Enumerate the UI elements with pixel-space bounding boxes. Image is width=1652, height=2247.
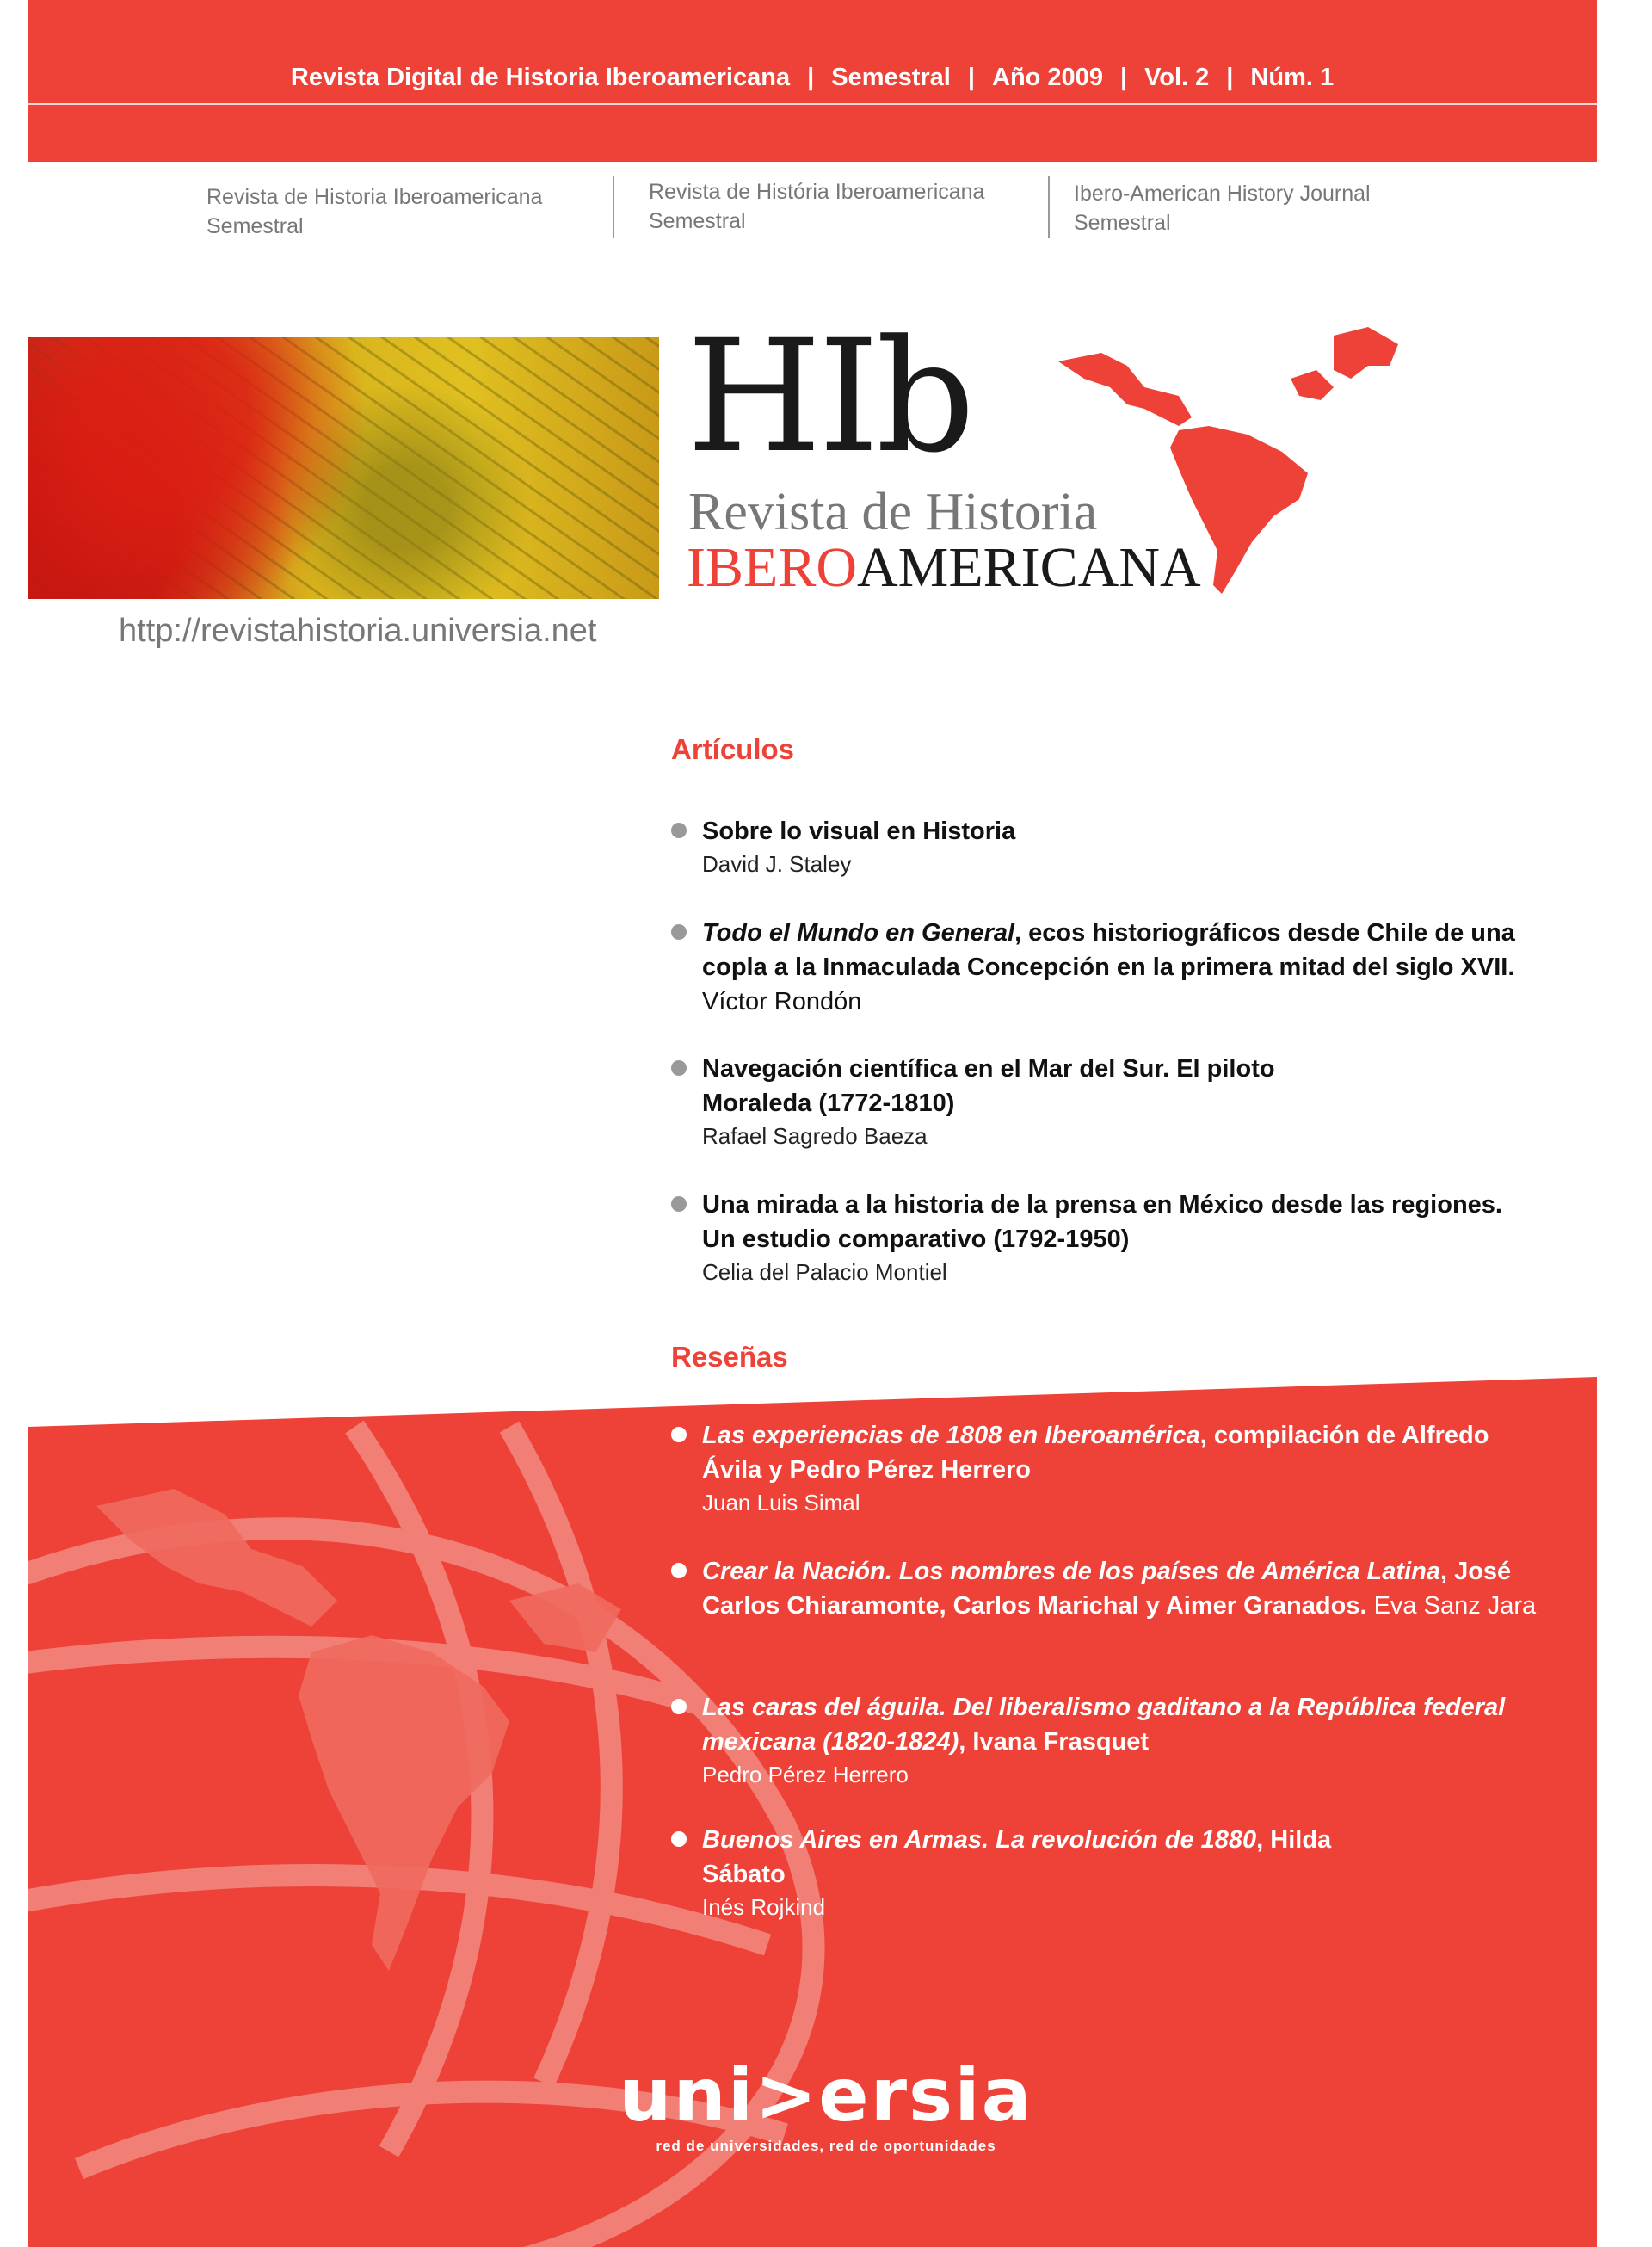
logo-americana-part: AMERICANA	[857, 536, 1201, 599]
meta-volume: Vol. 2	[1144, 64, 1210, 91]
meta-separator: |	[1119, 64, 1128, 91]
bullet-icon	[671, 1831, 687, 1847]
logo-hib: HIb	[687, 307, 972, 487]
review-title-rest: , Ivana Frasquet	[959, 1728, 1150, 1756]
article-title: Navegación científica en el Mar del Sur. El piloto Moraleda (1772-1810)	[702, 1055, 1275, 1117]
review-title	[702, 1554, 1540, 1623]
review-author: Juan Luis Simal	[702, 1490, 860, 1515]
meta-number: Núm. 1	[1250, 64, 1335, 91]
review-author: Eva Sanz Jara	[1373, 1592, 1537, 1620]
logo-revista-text: Revista de Historia	[688, 483, 1098, 541]
article-title-rest: , ecos historiográficos desde Chile de una copla a la Inmaculada Concepción en la primera mitad del siglo XVII.	[702, 919, 1515, 981]
subtitle-pt-line2: Semestral	[649, 209, 746, 233]
bullet-icon	[671, 1427, 687, 1442]
articulos-heading: Artículos	[671, 733, 795, 765]
meta-separator: |	[807, 64, 815, 91]
universia-tagline: red de universidades, red de oportunidades	[656, 2138, 996, 2154]
subtitle-en-line2: Semestral	[1074, 211, 1171, 235]
article-author: Celia del Palacio Montiel	[702, 1259, 947, 1285]
subtitle-es-line2: Semestral	[206, 214, 304, 238]
universia-logo[interactable]	[0, 2053, 1652, 2155]
article-item[interactable]	[671, 1052, 1540, 1151]
bullet-icon	[671, 1196, 687, 1212]
subtitle-divider	[1048, 176, 1050, 238]
review-item[interactable]	[671, 1690, 1540, 1790]
bullet-icon	[671, 924, 687, 940]
article-title	[702, 916, 1540, 1019]
review-item[interactable]	[671, 1418, 1540, 1518]
issue-meta-line	[28, 64, 1597, 92]
article-item[interactable]	[671, 916, 1540, 1019]
article-title: Una mirada a la historia de la prensa en México desde las regiones. Un estudio comparativo (1792-1950)	[702, 1191, 1502, 1253]
subtitle-divider	[613, 176, 614, 238]
top-banner	[28, 0, 1597, 162]
subtitle-pt	[649, 177, 984, 236]
logo-ibero-part: IBERO	[687, 536, 857, 599]
review-title-italic: Buenos Aires en Armas. La revolución de 1880	[702, 1826, 1257, 1854]
review-title-italic: Las experiencias de 1808 en Iberoamérica	[702, 1422, 1200, 1449]
review-item[interactable]	[671, 1554, 1540, 1623]
article-item[interactable]	[671, 814, 1540, 880]
article-item[interactable]	[671, 1188, 1540, 1287]
article-author: Víctor Rondón	[702, 988, 862, 1015]
review-title-rest: , José Carlos Chiaramonte, Carlos Marichal y Aimer Granados.	[702, 1558, 1512, 1620]
subtitle-es	[206, 182, 542, 241]
review-title-rest: , Hilda Sábato	[702, 1826, 1332, 1888]
cover-artwork	[28, 337, 659, 599]
resenas-heading: Reseñas	[671, 1341, 788, 1373]
meta-journal: Revista Digital de Historia Iberoamericana	[290, 64, 791, 91]
review-item[interactable]	[671, 1823, 1540, 1923]
bullet-icon	[671, 1563, 687, 1578]
meta-frequency: Semestral	[831, 64, 951, 91]
article-author: Rafael Sagredo Baeza	[702, 1123, 928, 1149]
meta-separator: |	[967, 64, 975, 91]
article-title: Sobre lo visual en Historia	[702, 818, 1016, 845]
logo-iberoamericana	[687, 537, 1201, 599]
review-title	[702, 1823, 1408, 1892]
universia-wordmark: uni>ersia	[619, 2053, 1033, 2139]
banner-divider	[28, 103, 1597, 105]
review-title-rest: , compilación de Alfredo Ávila y Pedro Pérez Herrero	[702, 1422, 1489, 1484]
review-title	[702, 1418, 1540, 1487]
review-title-italic: Crear la Nación. Los nombres de los países de América Latina	[702, 1558, 1440, 1585]
subtitle-pt-line1: Revista de História Iberoamericana	[649, 180, 985, 204]
site-url[interactable]: http://revistahistoria.universia.net	[119, 613, 597, 649]
review-title-italic: Las caras del águila. Del liberalismo gaditano a la República federal mexicana (1820-1824)	[702, 1694, 1506, 1756]
bullet-icon	[671, 823, 687, 838]
subtitle-es-line1: Revista de Historia Iberoamericana	[206, 185, 543, 209]
bullet-icon	[671, 1699, 687, 1714]
article-author: David J. Staley	[702, 851, 852, 877]
subtitle-en-line1: Ibero-American History Journal	[1074, 182, 1371, 206]
subtitle-en	[1074, 179, 1371, 238]
article-title-italic: Todo el Mundo en General	[702, 919, 1015, 947]
bullet-icon	[671, 1060, 687, 1076]
review-title	[702, 1690, 1540, 1759]
meta-separator: |	[1226, 64, 1234, 91]
meta-year: Año 2009	[992, 64, 1103, 91]
review-author: Inés Rojkind	[702, 1894, 826, 1920]
review-author: Pedro Pérez Herrero	[702, 1762, 909, 1787]
